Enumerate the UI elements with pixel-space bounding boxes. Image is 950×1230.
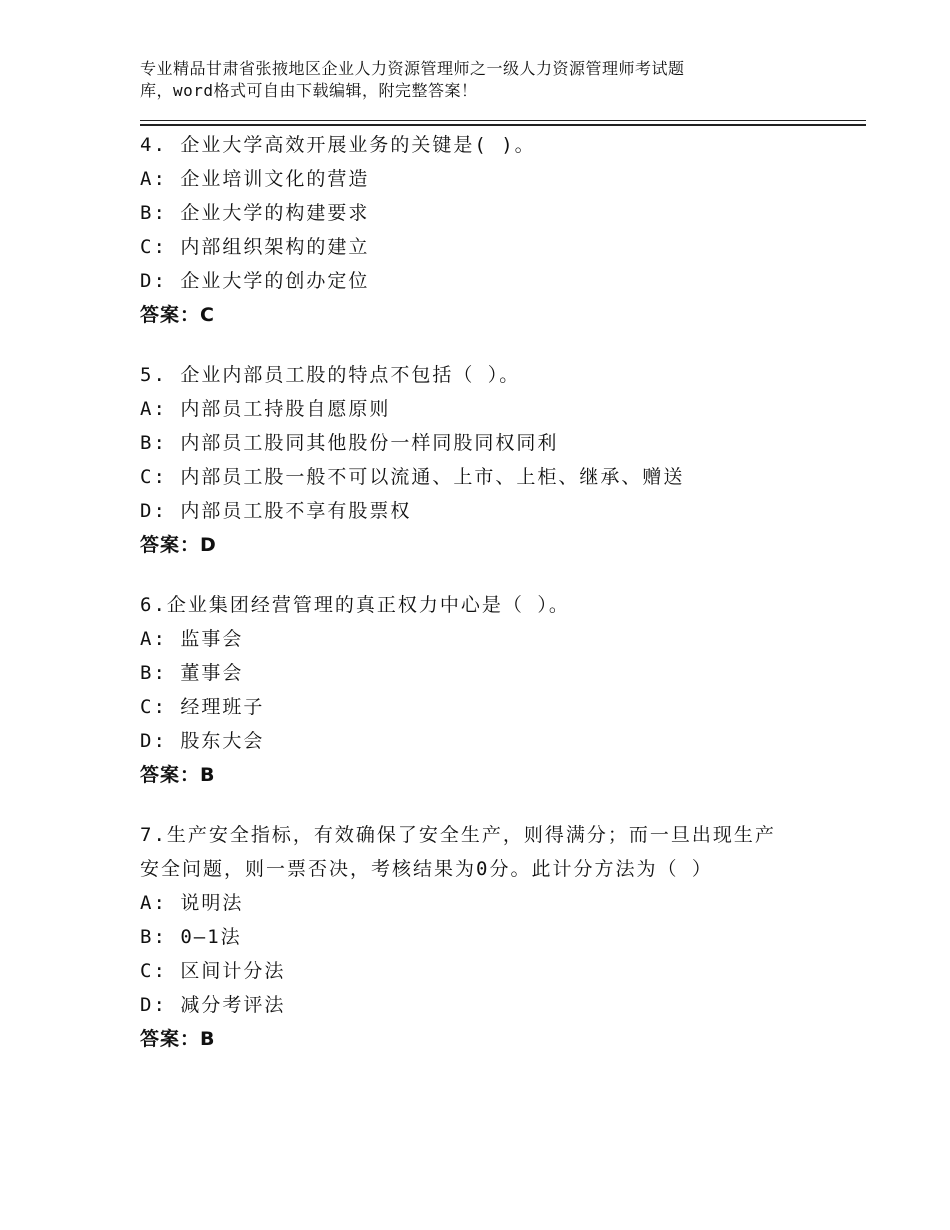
header-line-1: 专业精品甘肃省张掖地区企业人力资源管理师之一级人力资源管理师考试题 <box>140 59 685 78</box>
question-block-4 <box>140 128 860 332</box>
option-a: A: 说明法 <box>140 892 244 914</box>
option-b: B: 董事会 <box>140 662 244 684</box>
option-b: B: 内部员工股同其他股份一样同股同权同利 <box>140 432 559 454</box>
question-stem-line-1: 7.生产安全指标，有效确保了安全生产，则得满分；而一旦出现生产 <box>140 824 776 846</box>
question-block-7 <box>140 818 860 1056</box>
answer-label: 答案：B <box>140 1028 216 1050</box>
option-c: C: 内部组织架构的建立 <box>140 236 370 258</box>
option-c: C: 区间计分法 <box>140 960 286 982</box>
option-c: C: 经理班子 <box>140 696 265 718</box>
option-a: A: 内部员工持股自愿原则 <box>140 398 391 420</box>
question-list <box>140 128 860 1082</box>
option-d: D: 减分考评法 <box>140 994 286 1016</box>
header-line-2: 库，word格式可自由下载编辑，附完整答案！ <box>140 81 478 100</box>
question-stem: 6.企业集团经营管理的真正权力中心是（ ）。 <box>140 594 570 616</box>
option-c: C: 内部员工股一般不可以流通、上市、上柜、继承、赠送 <box>140 466 685 488</box>
question-stem-line-2: 安全问题，则一票否决，考核结果为0分。此计分方法为（ ） <box>140 858 713 880</box>
question-block-6 <box>140 588 860 792</box>
header-rule-thick <box>140 124 866 126</box>
document-header <box>140 58 780 102</box>
option-d: D: 股东大会 <box>140 730 265 752</box>
question-stem: 4. 企业大学高效开展业务的关键是( )。 <box>140 134 536 156</box>
header-rule-thin <box>140 120 866 121</box>
answer-label: 答案：B <box>140 764 216 786</box>
option-d: D: 内部员工股不享有股票权 <box>140 500 412 522</box>
option-b: B: 企业大学的构建要求 <box>140 202 370 224</box>
answer-label: 答案：D <box>140 534 217 556</box>
option-a: A: 监事会 <box>140 628 244 650</box>
question-block-5 <box>140 358 860 562</box>
option-d: D: 企业大学的创办定位 <box>140 270 370 292</box>
option-b: B: 0—1法 <box>140 926 242 948</box>
question-stem: 5. 企业内部员工股的特点不包括（ ）。 <box>140 364 521 386</box>
answer-label: 答案：C <box>140 304 215 326</box>
option-a: A: 企业培训文化的营造 <box>140 168 370 190</box>
